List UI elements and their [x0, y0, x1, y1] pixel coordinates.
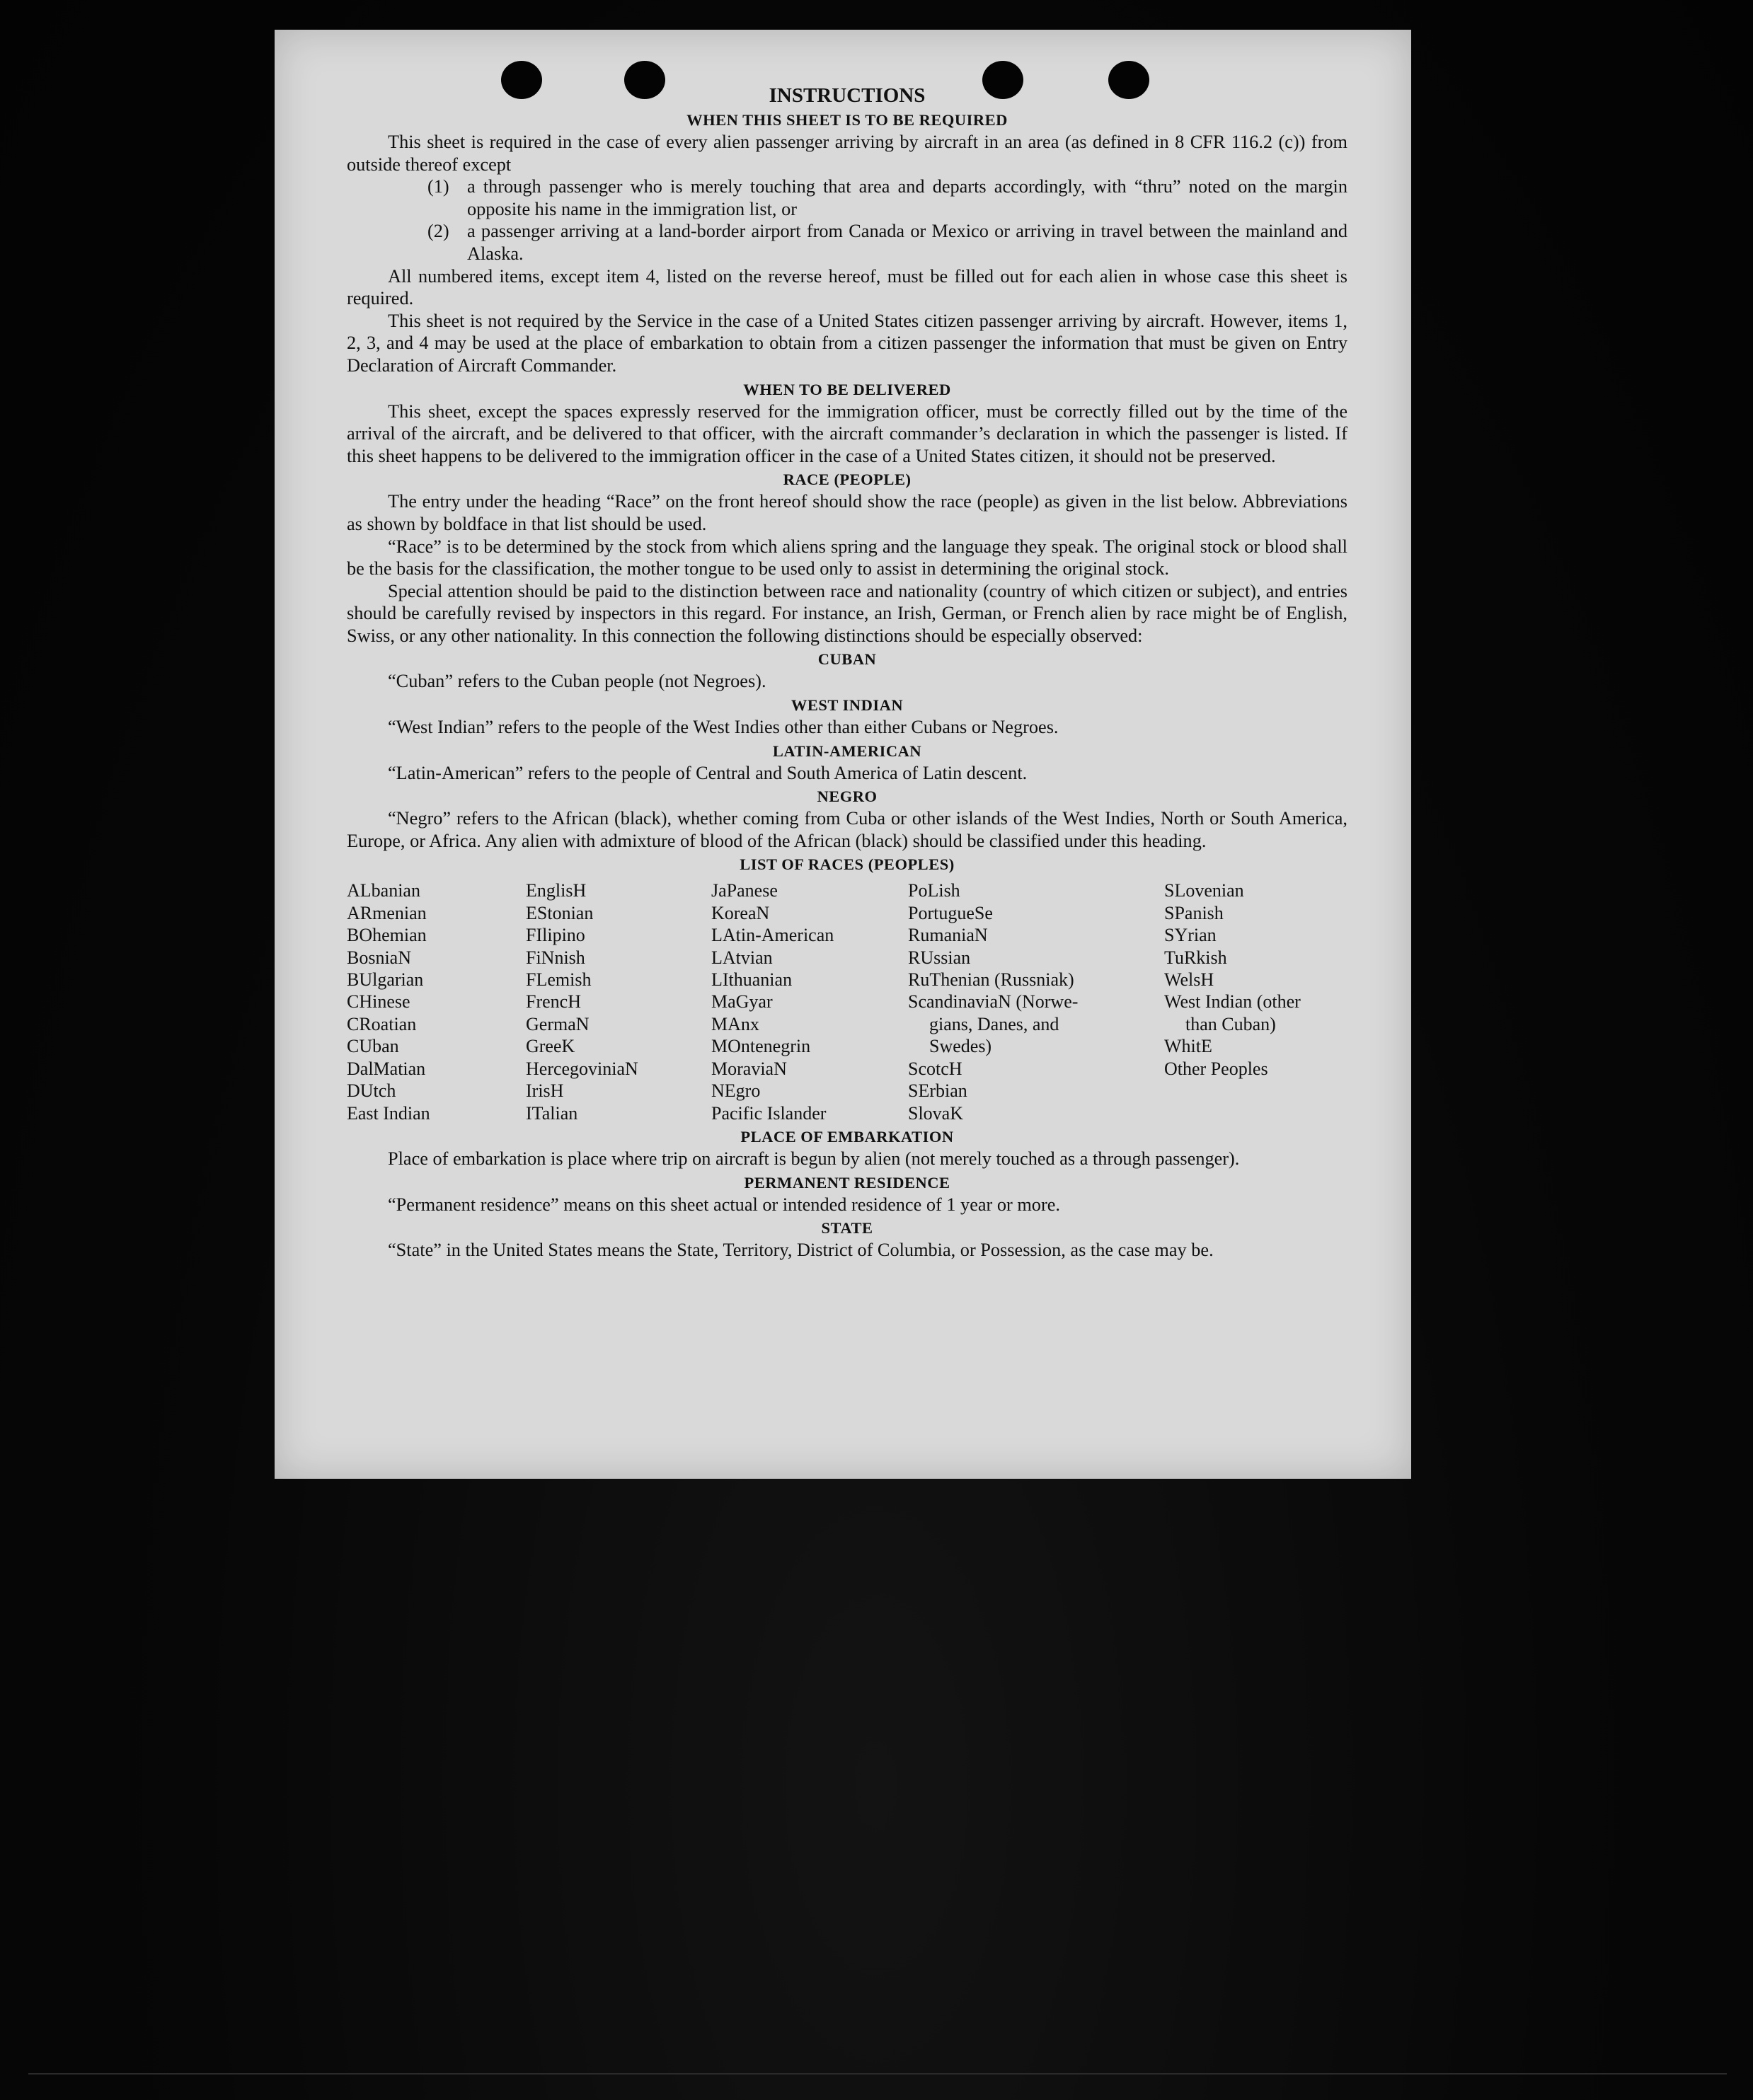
- races-column: [908, 879, 1164, 1124]
- document-title: INSTRUCTIONS: [769, 84, 926, 107]
- race-entry: SYrian: [1164, 925, 1217, 946]
- paragraph: “State” in the United States means the State, Territory, District of Columbia, or Possession, as the case may be.: [388, 1240, 1214, 1261]
- race-entry: GreeK: [526, 1036, 575, 1057]
- race-entry: Swedes): [929, 1036, 992, 1057]
- paragraph: Special attention should be paid to the distinction between race and nationality (country of which citizen or subject), and entries should be carefully revised by inspectors in this regard. For instance, an Irish, German, or French alien by race might be of English, Swiss, or any other nationality. In this connection the following distinctions should be especially observed:: [347, 580, 1347, 646]
- race-entry: BOhemian: [347, 925, 427, 946]
- races-column: [1164, 879, 1347, 1124]
- race-entry: SPanish: [1164, 902, 1224, 923]
- race-entry: CUban: [347, 1036, 399, 1057]
- race-entry: SlovaK: [908, 1102, 963, 1124]
- race-entry: BosniaN: [347, 947, 411, 968]
- section-heading: CUBAN: [817, 650, 877, 669]
- race-entry: ITalian: [526, 1102, 578, 1124]
- race-entry: FIlipino: [526, 925, 585, 946]
- numbered-item: [347, 175, 1347, 220]
- race-entry: LAtvian: [711, 947, 773, 968]
- item-text: a passenger arriving at a land-border airport from Canada or Mexico or arriving in travel between the mainland and Alaska.: [467, 221, 1347, 264]
- race-entry: ScotcH: [908, 1058, 962, 1079]
- item-number: (1): [427, 176, 449, 197]
- race-entry: JaPanese: [711, 880, 778, 901]
- race-entry: IrisH: [526, 1080, 564, 1102]
- section-heading: WEST INDIAN: [791, 696, 904, 715]
- race-entry: MAnx: [711, 1013, 759, 1034]
- race-entry: ARmenian: [347, 902, 427, 923]
- document-sheet: [275, 30, 1411, 1479]
- section-heading: WHEN TO BE DELIVERED: [743, 380, 951, 398]
- race-entry: RUssian: [908, 947, 971, 968]
- races-list: [347, 879, 1347, 1124]
- paragraph: “Negro” refers to the African (black), whether coming from Cuba or other islands of the West Indies, North or South America, Europe, or Africa. Any alien with admixture of blood of the African (black) should be classified under this heading.: [347, 808, 1347, 851]
- race-entry: PortugueSe: [908, 902, 993, 923]
- race-entry: MoraviaN: [711, 1058, 787, 1079]
- paragraph: This sheet, except the spaces expressly reserved for the immigration officer, must be correctly filled out by the time of the arrival of the aircraft, and be delivered to that officer, with the aircraft commander’s declaration in which the passenger is listed. If this sheet happens to be delivered to the immigration officer in the case of a United States citizen, it should not be preserved.: [347, 400, 1347, 466]
- race-entry: CRoatian: [347, 1013, 417, 1034]
- item-text: a through passenger who is merely touching that area and departs accordingly, with “thru” noted on the margin opposite his name in the immigration list, or: [467, 176, 1347, 219]
- paragraph: “West Indian” refers to the people of the West Indies other than either Cubans or Negroes.: [388, 717, 1059, 738]
- paragraph: “Cuban” refers to the Cuban people (not Negroes).: [388, 671, 766, 692]
- race-entry: LIthuanian: [711, 969, 793, 991]
- race-entry: East Indian: [347, 1102, 430, 1124]
- race-entry: West Indian (other: [1164, 991, 1301, 1012]
- section-heading: WHEN THIS SHEET IS TO BE REQUIRED: [686, 111, 1008, 129]
- race-entry: SLovenian: [1164, 880, 1244, 901]
- section-heading: PERMANENT RESIDENCE: [744, 1173, 950, 1192]
- race-entry: HercegoviniaN: [526, 1058, 638, 1079]
- section-heading: PLACE OF EMBARKATION: [740, 1127, 954, 1146]
- paragraph: The entry under the heading “Race” on the front hereof should show the race (people) as given in the list below. Abbreviations as shown by boldface in that list should be used.: [347, 491, 1347, 534]
- race-entry: Pacific Islander: [711, 1102, 827, 1124]
- race-entry: FrencH: [526, 991, 581, 1012]
- numbered-item: [347, 220, 1347, 265]
- paragraph: “Race” is to be determined by the stock from which aliens spring and the language they speak. The original stock or blood shall be the basis for the classification, the mother tongue to be used only to assist in determining the original stock.: [347, 536, 1347, 579]
- races-column: [526, 879, 711, 1124]
- races-column: [347, 879, 526, 1124]
- race-entry: EStonian: [526, 902, 594, 923]
- race-entry: Other Peoples: [1164, 1058, 1268, 1079]
- paragraph: This sheet is not required by the Service in the case of a United States citizen passenger arriving by aircraft. However, items 1, 2, 3, and 4 may be used at the place of embarkation to obtain from a citizen passenger the information that must be given on Entry Declaration of Aircraft Commander.: [347, 310, 1347, 376]
- race-entry: DUtch: [347, 1080, 396, 1102]
- paragraph: Place of embarkation is place where trip on aircraft is begun by alien (not merely touched as a through passenger).: [388, 1148, 1240, 1169]
- section-heading: NEGRO: [817, 788, 878, 806]
- race-entry: RuThenian (Russniak): [908, 969, 1074, 991]
- race-entry: WelsH: [1164, 969, 1214, 991]
- paragraph: “Permanent residence” means on this sheet actual or intended residence of 1 year or more.: [388, 1194, 1060, 1215]
- item-number: (2): [427, 221, 449, 242]
- section-heading: STATE: [821, 1219, 873, 1238]
- race-entry: ScandinaviaN (Norwe-: [908, 991, 1079, 1012]
- race-entry: KoreaN: [711, 902, 770, 923]
- race-entry: PoLish: [908, 880, 960, 901]
- race-entry: EnglisH: [526, 880, 587, 901]
- race-entry: MaGyar: [711, 991, 773, 1012]
- race-entry: BUlgarian: [347, 969, 424, 991]
- races-column: [711, 879, 908, 1124]
- race-entry: WhitE: [1164, 1036, 1212, 1057]
- race-entry: gians, Danes, and: [929, 1013, 1059, 1034]
- race-entry: LAtin-American: [711, 925, 834, 946]
- scan-edge-line: [28, 2073, 1727, 2075]
- race-entry: RumaniaN: [908, 925, 988, 946]
- race-entry: FiNnish: [526, 947, 585, 968]
- race-entry: SErbian: [908, 1080, 967, 1102]
- race-entry: ALbanian: [347, 880, 420, 901]
- paragraph: This sheet is required in the case of every alien passenger arriving by aircraft in an area (as defined in 8 CFR 116.2 (c)) from outside thereof except: [347, 132, 1347, 175]
- race-entry: DalMatian: [347, 1058, 426, 1079]
- race-entry: than Cuban): [1185, 1013, 1276, 1034]
- instructions-content: [347, 83, 1347, 1262]
- races-list-heading: LIST OF RACES (PEOPLES): [740, 855, 955, 874]
- section-heading: RACE (PEOPLE): [783, 471, 912, 489]
- race-entry: CHinese: [347, 991, 410, 1012]
- race-entry: FLemish: [526, 969, 592, 991]
- race-entry: MOntenegrin: [711, 1036, 811, 1057]
- paragraph: All numbered items, except item 4, listed on the reverse hereof, must be filled out for each alien in whose case this sheet is required.: [347, 265, 1347, 309]
- race-entry: NEgro: [711, 1080, 761, 1102]
- race-entry: TuRkish: [1164, 947, 1227, 968]
- paragraph: “Latin-American” refers to the people of Central and South America of Latin descent.: [388, 762, 1028, 783]
- race-entry: GermaN: [526, 1013, 590, 1034]
- section-heading: LATIN-AMERICAN: [772, 742, 922, 760]
